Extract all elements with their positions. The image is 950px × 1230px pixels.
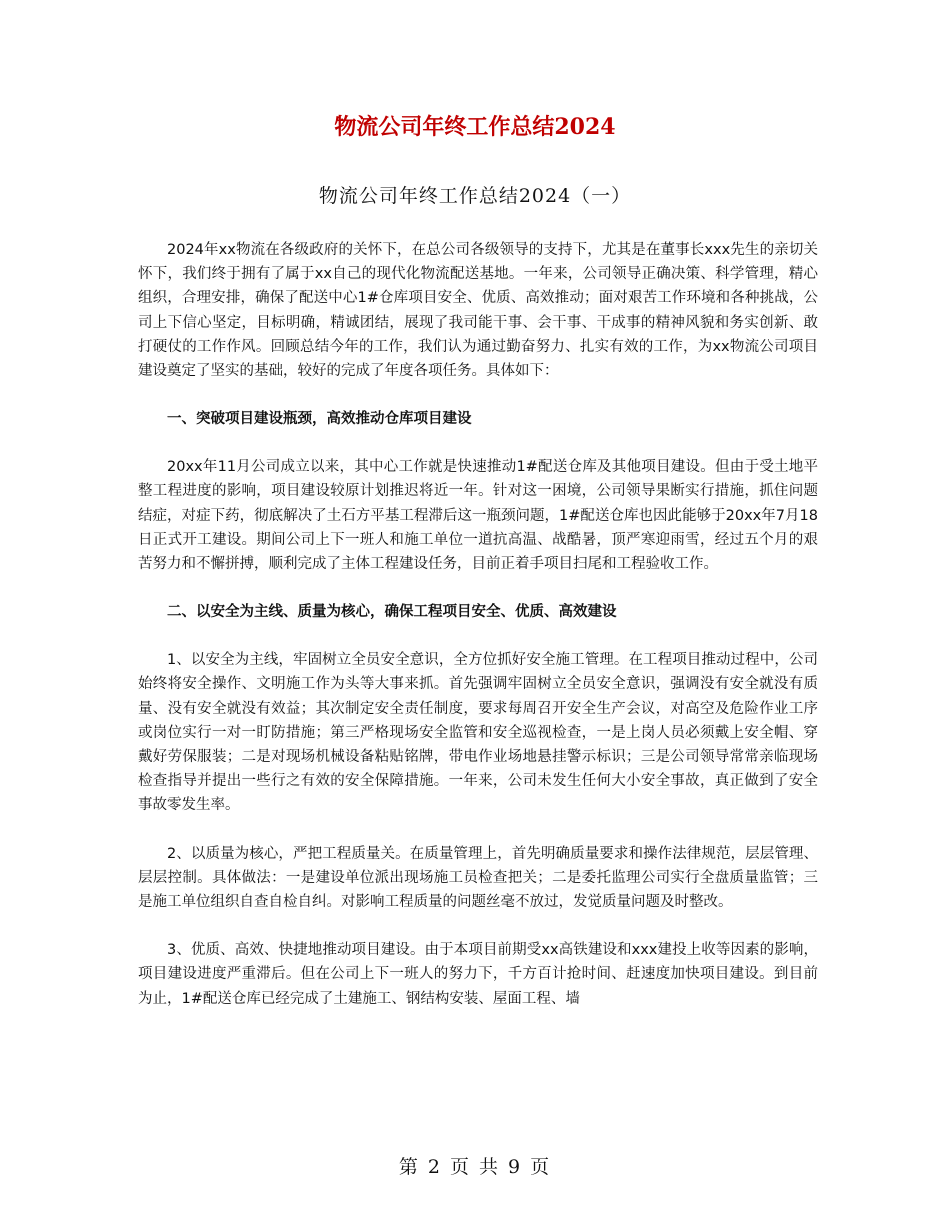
paragraph-efficiency: 3、优质、高效、快捷地推动项目建设。由于本项目前期受xx高铁建设和xxx建投上收等因素的影响，项目建设进度严重滞后。但在公司上下一班人的努力下，千方百计抢时间、赶速度加快项目建设。到目前为止，1#配送仓库已经完成了土建施工、钢结构安装、屋面工程、墙 bbox=[138, 942, 818, 1007]
paragraph-intro: 2024年xx物流在各级政府的关怀下，在总公司各级领导的支持下，尤其是在董事长xxx先生的亲切关怀下，我们终于拥有了属于xx自己的现代化物流配送基地。一年来，公司领导正确决策、科学管理，精心组织，合理安排，确保了配送中心1#仓库项目安全、优质、高效推动；面对艰苦工作环境和各种挑战，公司上下信心坚定，目标明确，精诚团结，展现了我司能干事、会干事、干成事的精神风貌和务实创新、敢打硬仗的工作作风。回顾总结今年的工作，我们认为通过勤奋努力、扎实有效的工作，为xx物流公司项目建设奠定了坚实的基础，较好的完成了年度各项任务。具体如下： bbox=[138, 242, 818, 380]
paragraph-safety: 1、以安全为主线，牢固树立全员安全意识，全方位抓好安全施工管理。在工程项目推动过程中，公司始终将安全操作、文明施工作为头等大事来抓。首先强调牢固树立全员安全意识，强调没有安全就没有质量、没有安全就没有效益；其次制定安全责任制度，要求每周召开安全生产会议，对高空及危险作业工序或岗位实行一对一盯防措施；第三严格现场安全监管和安全巡视检查，一是上岗人员必须戴上安全帽、穿戴好劳保服装；二是对现场机械设备粘贴铭牌，带电作业场地悬挂警示标识；三是公司领导常常亲临现场检查指导并提出一些行之有效的安全保障措施。一年来，公司未发生任何大小安全事故，真正做到了安全事故零发生率。 bbox=[138, 652, 818, 814]
document-title: 物流公司年终工作总结2024 bbox=[334, 114, 616, 140]
section-heading-2: 二、以安全为主线、质量为核心，确保工程项目安全、优质、高效建设 bbox=[167, 604, 617, 621]
paragraph-project-breakthrough: 20xx年11月公司成立以来，其中心工作就是快速推动1#配送仓库及其他项目建设。但由于受土地平整工程进度的影响，项目建设较原计划推迟将近一年。针对这一困境，公司领导果断实行措施，抓住问题结症，对症下药，彻底解决了土石方平基工程滞后这一瓶颈问题，1#配送仓库也因此能够于20xx年7月18日正式开工建设。期间公司上下一班人和施工单位一道抗高温、战酷暑，顶严寒迎雨雪，经过五个月的艰苦努力和不懈拼搏，顺利完成了主体工程建设任务，目前正着手项目扫尾和工程验收工作。 bbox=[138, 459, 818, 573]
document-subtitle: 物流公司年终工作总结2024（一） bbox=[318, 185, 632, 207]
section-heading-1: 一、突破项目建设瓶颈，高效推动仓库项目建设 bbox=[167, 411, 472, 428]
document-body bbox=[138, 238, 818, 1035]
paragraph-quality: 2、以质量为核心，严把工程质量关。在质量管理上，首先明确质量要求和操作法律规范，层层管理、层层控制。具体做法：一是建设单位派出现场施工员检查把关；二是委托监理公司实行全盘质量监管；三是施工单位组织自查自检自纠。对影响工程质量的问题丝毫不放过，发觉质量问题及时整改。 bbox=[138, 845, 818, 911]
page-number-footer: 第 2 页 共 9 页 bbox=[398, 1156, 552, 1178]
